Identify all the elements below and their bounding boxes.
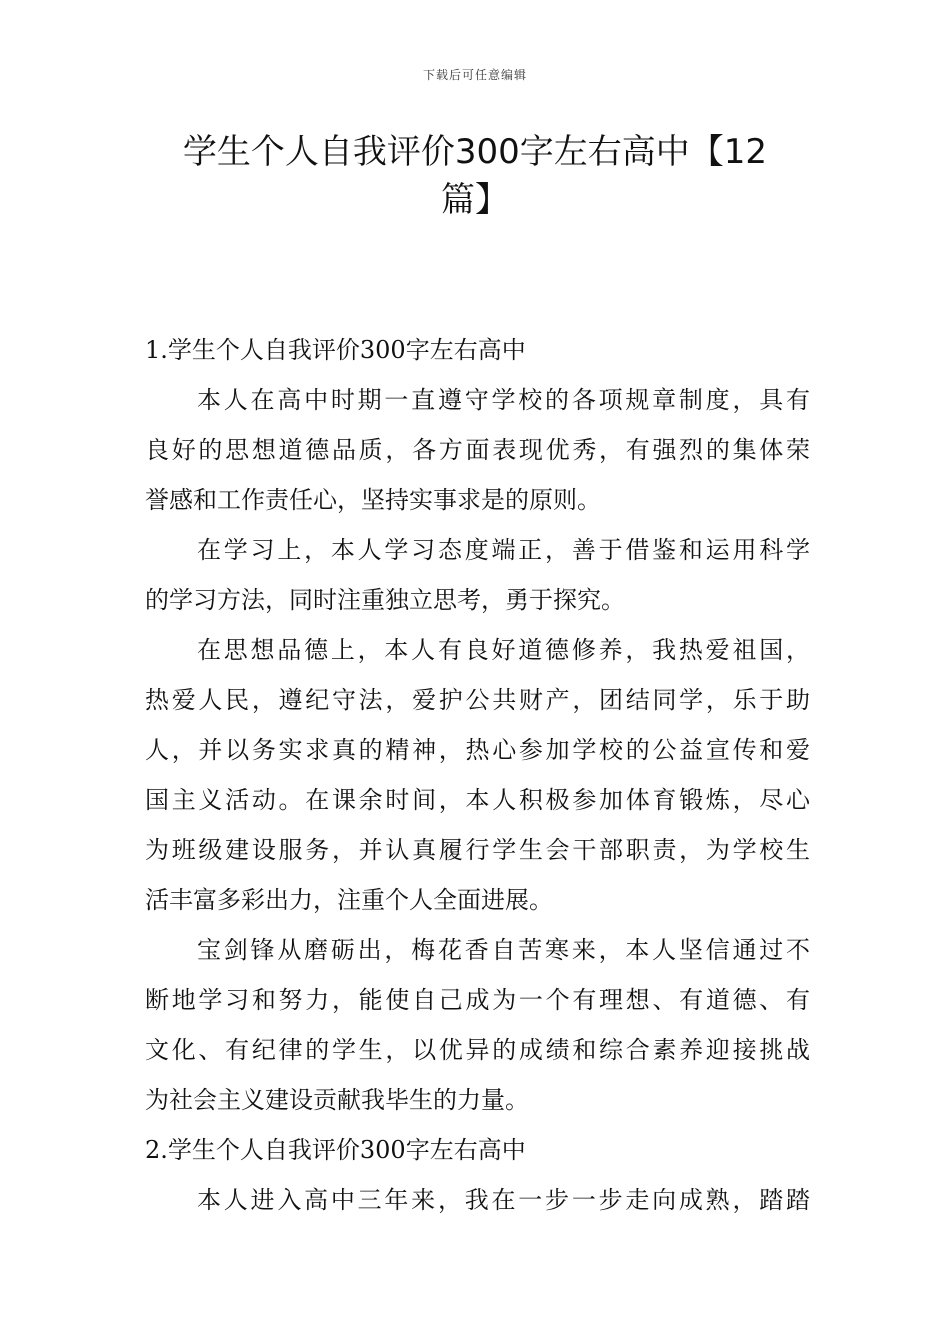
paragraph [145,625,810,925]
text-line: 誉感和工作责任心，坚持实事求是的原则。 [145,486,601,514]
section-heading: 1.学生个人自我评价300字左右高中 [145,336,526,364]
text-line: 良好的思想道德品质，各方面表现优秀，有强烈的集体荣 [145,436,810,464]
document-body [145,325,810,1225]
text-line: 本人进入高中三年来，我在一步一步走向成熟，踏踏 [197,1186,810,1214]
text-line: 活丰富多彩出力，注重个人全面进展。 [145,886,553,914]
text-line: 在思想品德上，本人有良好道德修养，我热爱祖国， [197,636,810,664]
text-line: 热爱人民，遵纪守法，爱护公共财产，团结同学，乐于助 [145,686,810,714]
text-line: 国主义活动。在课余时间，本人积极参加体育锻炼，尽心 [145,786,810,814]
section-heading: 2.学生个人自我评价300字左右高中 [145,1136,526,1164]
text-line: 文化、有纪律的学生，以优异的成绩和综合素养迎接挑战 [145,1036,810,1064]
header-note: 下载后可任意编辑 [422,68,527,82]
text-line: 为社会主义建设贡献我毕生的力量。 [145,1086,529,1114]
text-line: 断地学习和努力，能使自己成为一个有理想、有道德、有 [145,986,810,1014]
paragraph [145,525,810,625]
text-line: 在学习上，本人学习态度端正，善于借鉴和运用科学 [197,536,810,564]
paragraph [145,925,810,1125]
text-line: 的学习方法，同时注重独立思考，勇于探究。 [145,586,625,614]
title-line: 学生个人自我评价300字左右高中【12 [182,132,768,172]
text-line: 本人在高中时期一直遵守学校的各项规章制度，具有 [197,386,810,414]
document-title [130,128,820,224]
text-line: 人，并以务实求真的精神，热心参加学校的公益宣传和爱 [145,736,810,764]
title-line: 篇】 [441,180,509,220]
text-line: 为班级建设服务，并认真履行学生会干部职责，为学校生 [145,836,810,864]
text-line: 宝剑锋从磨砺出，梅花香自苦寒来，本人坚信通过不 [197,936,810,964]
paragraph [145,375,810,525]
paragraph [145,1175,810,1225]
